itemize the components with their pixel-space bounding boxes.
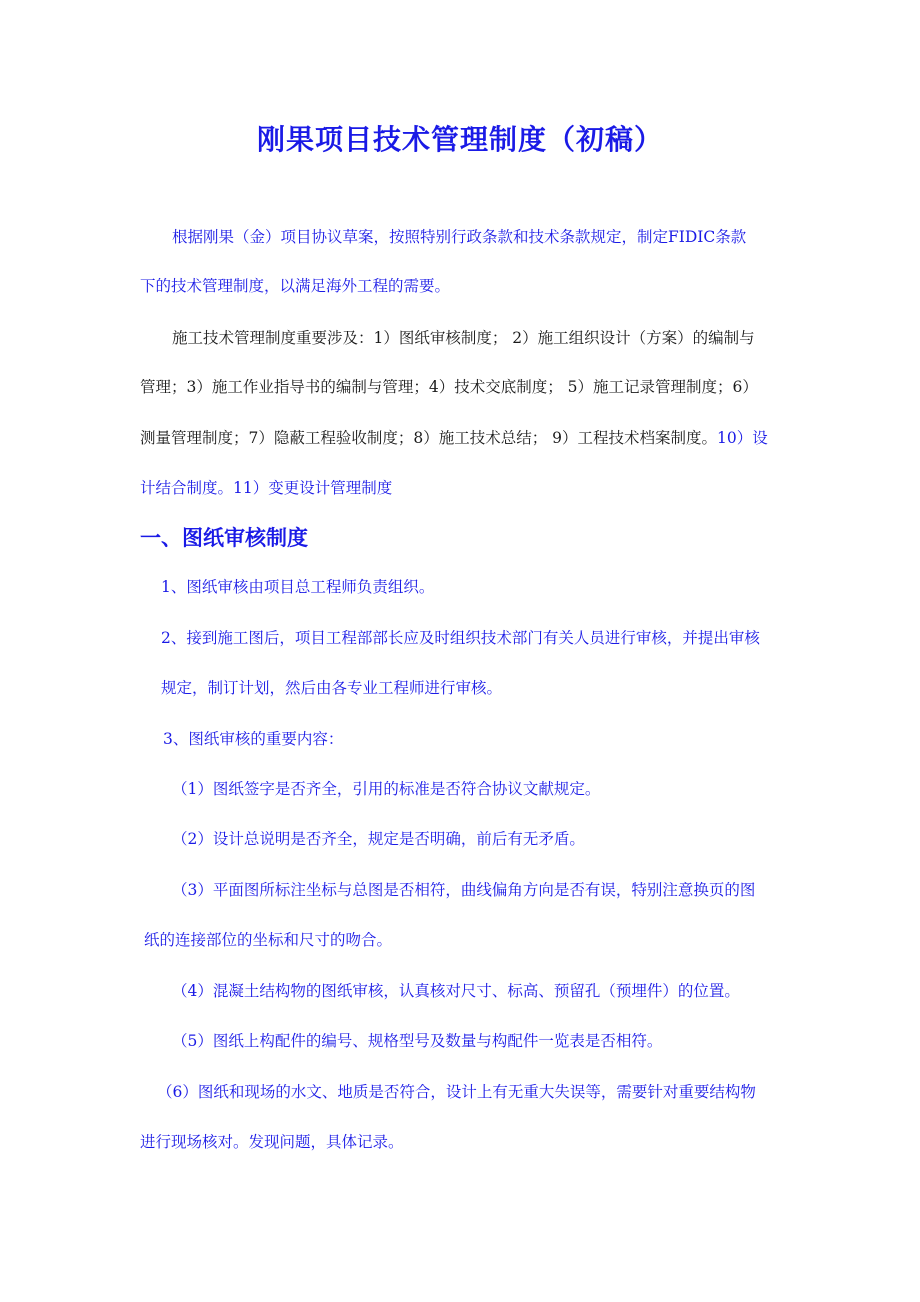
- item-1: 1、图纸审核由项目总工程师负责组织。: [161, 578, 435, 596]
- sub-item-6-line-1: （6）图纸和现场的水文、地质是否符合，设计上有无重大失误等，需要针对重要结构物: [157, 1083, 756, 1101]
- scope-line-3-tail: 10）设: [717, 429, 768, 447]
- sub-item-3-line-1: （3）平面图所标注坐标与总图是否相符，曲线偏角方向是否有误，特别注意换页的图: [172, 881, 756, 899]
- sub-item-3-line-2: 纸的连接部位的坐标和尺寸的吻合。: [144, 931, 393, 949]
- section-heading: 一、图纸审核制度: [140, 526, 308, 550]
- item-3: 3、图纸审核的重要内容：: [163, 730, 344, 748]
- sub-item-1: （1）图纸签字是否齐全，引用的标准是否符合协议文献规定。: [172, 780, 601, 798]
- sub-item-6-line-2: 进行现场核对。发现问题，具体记录。: [140, 1133, 404, 1151]
- sub-item-2: （2）设计总说明是否齐全，规定是否明确，前后有无矛盾。: [172, 830, 585, 848]
- document-title: 刚果项目技术管理制度（初稿）: [256, 123, 663, 156]
- scope-line-3-text: 测量管理制度；7）隐蔽工程验收制度；8）施工技术总结； 9）工程技术档案制度。: [140, 429, 718, 447]
- scope-line-2: 管理；3）施工作业指导书的编制与管理；4）技术交底制度； 5）施工记录管理制度；6）: [140, 378, 758, 396]
- sub-item-4: （4）混凝土结构物的图纸审核，认真核对尺寸、标高、预留孔（预埋件）的位置。: [172, 982, 740, 1000]
- scope-line-3: [140, 427, 768, 449]
- scope-line-4: 计结合制度。11）变更设计管理制度: [140, 479, 393, 497]
- intro-line-2: 下的技术管理制度，以满足海外工程的需要。: [140, 277, 451, 295]
- sub-item-5: （5）图纸上构配件的编号、规格型号及数量与构配件一览表是否相符。: [172, 1032, 663, 1050]
- item-2-line-1: 2、接到施工图后，项目工程部部长应及时组织技术部门有关人员进行审核，并提出审核: [161, 629, 760, 647]
- scope-line-1: 施工技术管理制度重要涉及：1）图纸审核制度； 2）施工组织设计（方案）的编制与: [172, 329, 755, 347]
- item-2-line-2: 规定，制订计划，然后由各专业工程师进行审核。: [161, 679, 503, 697]
- intro-line-1: 根据刚果（金）项目协议草案，按照特别行政条款和技术条款规定，制定FIDIC条款: [172, 228, 747, 246]
